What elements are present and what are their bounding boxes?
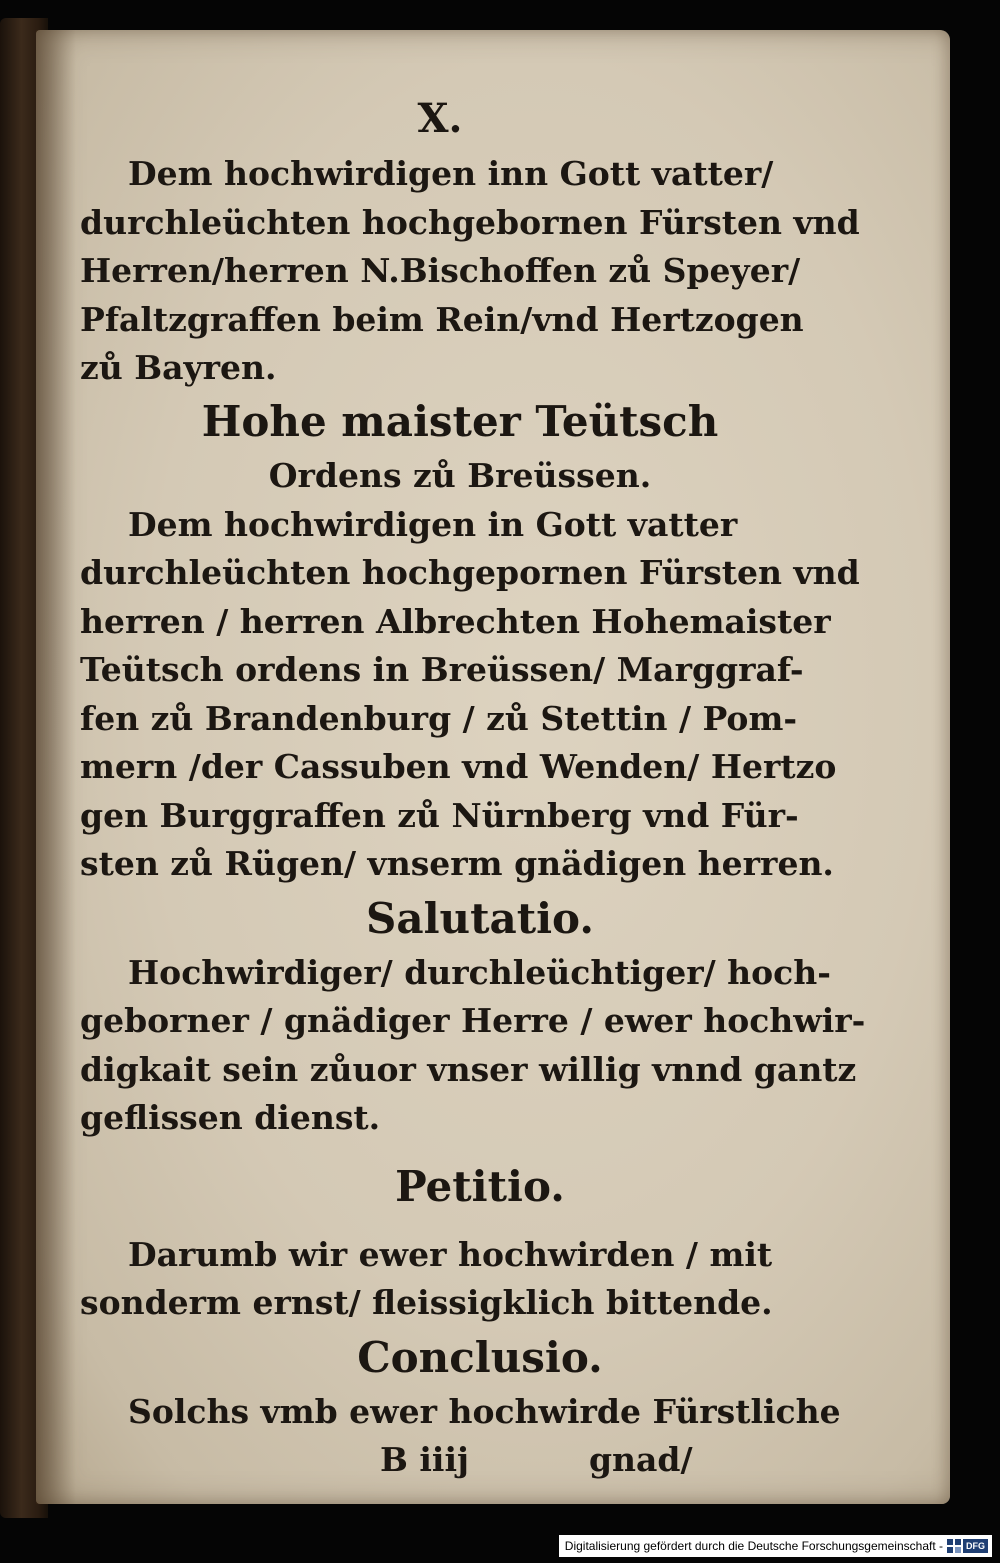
text-line: geborner / gnädiger Herre / ewer hochwir- bbox=[80, 1001, 866, 1040]
text-line: Dem hochwirdigen in Gott vatter bbox=[128, 504, 738, 544]
text-line: Teütsch ordens in Breüssen/ Marggraf- bbox=[80, 650, 804, 689]
text-line: digkait sein zůuor vnser willig vnnd gantz bbox=[80, 1049, 857, 1089]
text-line: sten zů Rügen/ vnserm gnädigen herren. bbox=[80, 844, 834, 883]
text-line: herren / herren Albrechten Hohemaister bbox=[80, 601, 831, 641]
dfg-logo-icon bbox=[947, 1539, 988, 1553]
folio-number: X. bbox=[417, 95, 463, 142]
text-line: Dem hochwirdigen inn Gott vatter/ bbox=[128, 154, 774, 193]
text-line: fen zů Brandenburg / zů Stettin / Pom- bbox=[80, 698, 798, 738]
closing-line: Solchs vmb ewer hochwirde Fürstliche bbox=[128, 1391, 841, 1431]
section-petitio: Petitio. bbox=[395, 1161, 565, 1211]
funding-footer bbox=[559, 1535, 992, 1557]
text-line: Pfaltzgraffen beim Rein/vnd Hertzogen bbox=[80, 299, 804, 339]
section-salutatio: Salutatio. bbox=[366, 893, 594, 943]
text-line: sonderm ernst/ fleissigklich bittende. bbox=[80, 1283, 773, 1322]
text-line: Herren/herren N.Bischoffen zů Speyer/ bbox=[80, 251, 801, 290]
address-paragraph-2 bbox=[80, 501, 860, 889]
text-line: Darumb wir ewer hochwirden / mit bbox=[128, 1234, 773, 1274]
text-line: zů Bayren. bbox=[80, 348, 277, 387]
text-line: Hochwirdiger/ durchleüchtiger/ hoch- bbox=[128, 952, 831, 992]
funding-notice: Digitalisierung gefördert durch die Deutsche Forschungsgemeinschaft - bbox=[564, 1539, 943, 1553]
petitio-paragraph bbox=[80, 1231, 800, 1328]
heading-hohe-maister: Hohe maister Teütsch bbox=[201, 396, 719, 446]
signature-row bbox=[80, 1436, 800, 1484]
text-line: mern /der Cassuben vnd Wenden/ Hertzo bbox=[80, 747, 837, 786]
text-line: gen Burggraffen zů Nürnberg vnd Für- bbox=[80, 795, 799, 835]
address-paragraph-1 bbox=[80, 150, 860, 393]
text-line: durchleüchten hochgebornen Fürsten vnd bbox=[80, 202, 860, 242]
salutatio-paragraph bbox=[80, 949, 866, 1143]
heading-ordens: Ordens zů Breüssen. bbox=[268, 455, 652, 495]
signature-mark: B iiij bbox=[380, 1439, 469, 1479]
printed-text bbox=[80, 88, 866, 1484]
section-conclusio: Conclusio. bbox=[357, 1332, 603, 1382]
text-line: geflissen dienst. bbox=[80, 1098, 381, 1137]
text-line: durchleüchten hochgepornen Fürsten vnd bbox=[80, 553, 860, 592]
catchword: gnad/ bbox=[588, 1439, 693, 1479]
dfg-logo-label: DFG bbox=[963, 1539, 988, 1553]
